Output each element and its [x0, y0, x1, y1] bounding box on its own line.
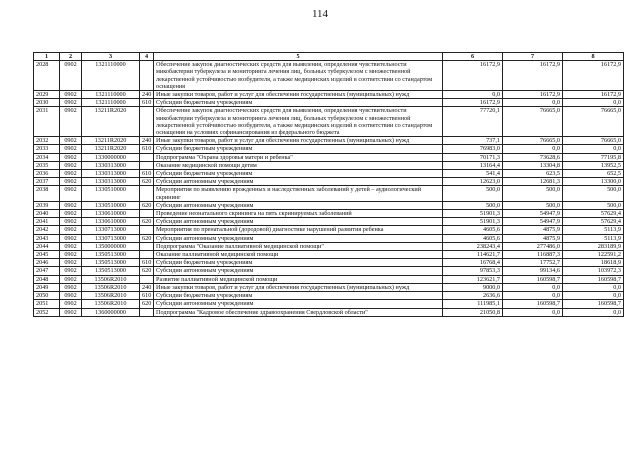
- table-body: [34, 61, 624, 317]
- table-row: [34, 186, 624, 201]
- amount-year3-cell: 500,0: [563, 201, 624, 209]
- item-name-cell: Подпрограмма "Охрана здоровья матери и ребенка": [154, 153, 443, 161]
- section-code-cell: 0902: [60, 107, 82, 137]
- column-header: 4: [140, 53, 154, 61]
- expense-type-cell: 620: [140, 300, 154, 308]
- target-article-cell: 1350000000: [82, 242, 140, 250]
- table-row: [34, 267, 624, 275]
- amount-year3-cell: 283189,9: [563, 242, 624, 250]
- table-row: [34, 178, 624, 186]
- expense-type-cell: 610: [140, 99, 154, 107]
- target-article-cell: 1321110000: [82, 61, 140, 91]
- table-row: [34, 300, 624, 308]
- target-article-cell: 1330313000: [82, 178, 140, 186]
- row-number-cell: 2035: [34, 161, 60, 169]
- amount-year2-cell: 0,0: [503, 283, 563, 291]
- expense-type-cell: 620: [140, 267, 154, 275]
- item-name-cell: Субсидии автономным учреждениям: [154, 300, 443, 308]
- column-header: 7: [503, 53, 563, 61]
- target-article-cell: 1321110000: [82, 99, 140, 107]
- item-name-cell: Развитие паллиативной медицинской помощи: [154, 275, 443, 283]
- amount-year3-cell: 5113,9: [563, 226, 624, 234]
- section-code-cell: 0902: [60, 292, 82, 300]
- amount-year2-cell: 116887,3: [503, 251, 563, 259]
- target-article-cell: 1321110000: [82, 91, 140, 99]
- target-article-cell: 1330313000: [82, 161, 140, 169]
- expense-type-cell: 240: [140, 91, 154, 99]
- expense-type-cell: 240: [140, 137, 154, 145]
- row-number-cell: 2048: [34, 275, 60, 283]
- row-number-cell: 2030: [34, 99, 60, 107]
- section-code-cell: 0902: [60, 275, 82, 283]
- target-article-cell: 1350513000: [82, 251, 140, 259]
- table-row: [34, 259, 624, 267]
- table-row: [34, 226, 624, 234]
- row-number-cell: 2050: [34, 292, 60, 300]
- amount-year1-cell: 2636,6: [443, 292, 503, 300]
- item-name-cell: Субсидии автономным учреждениям: [154, 201, 443, 209]
- table-row: [34, 99, 624, 107]
- table-row: [34, 234, 624, 242]
- table-row: [34, 275, 624, 283]
- table-row: [34, 218, 624, 226]
- section-code-cell: 0902: [60, 201, 82, 209]
- table-row: [34, 242, 624, 250]
- row-number-cell: 2051: [34, 300, 60, 308]
- target-article-cell: 1330713000: [82, 226, 140, 234]
- target-article-cell: 1330510000: [82, 186, 140, 201]
- item-name-cell: Иные закупки товаров, работ и услуг для обеспечения государственных (муниципальных) нужд: [154, 283, 443, 291]
- expense-type-cell: 620: [140, 218, 154, 226]
- item-name-cell: Подпрограмма "Кадровое обеспечение здравоохранения Свердловской области": [154, 308, 443, 316]
- expense-type-cell: 620: [140, 201, 154, 209]
- row-number-cell: 2032: [34, 137, 60, 145]
- row-number-cell: 2037: [34, 178, 60, 186]
- row-number-cell: 2041: [34, 218, 60, 226]
- target-article-cell: 1350513000: [82, 259, 140, 267]
- expense-type-cell: [140, 61, 154, 91]
- item-name-cell: Субсидии бюджетным учреждениям: [154, 292, 443, 300]
- target-article-cell: 1330510000: [82, 201, 140, 209]
- section-code-cell: 0902: [60, 234, 82, 242]
- column-header: 6: [443, 53, 503, 61]
- section-code-cell: 0902: [60, 308, 82, 316]
- amount-year3-cell: 0,0: [563, 99, 624, 107]
- section-code-cell: 0902: [60, 267, 82, 275]
- expense-type-cell: [140, 107, 154, 137]
- table-row: [34, 91, 624, 99]
- amount-year3-cell: 76665,0: [563, 137, 624, 145]
- amount-year1-cell: 123621,7: [443, 275, 503, 283]
- amount-year3-cell: 160598,7: [563, 300, 624, 308]
- amount-year1-cell: 500,0: [443, 201, 503, 209]
- budget-table: [33, 52, 624, 317]
- amount-year2-cell: 76665,0: [503, 137, 563, 145]
- item-name-cell: Иные закупки товаров, работ и услуг для обеспечения государственных (муниципальных) нужд: [154, 137, 443, 145]
- amount-year1-cell: 13164,4: [443, 161, 503, 169]
- amount-year2-cell: 500,0: [503, 201, 563, 209]
- section-code-cell: 0902: [60, 218, 82, 226]
- expense-type-cell: 610: [140, 170, 154, 178]
- target-article-cell: 1360000000: [82, 308, 140, 316]
- table-row: [34, 61, 624, 91]
- section-code-cell: 0902: [60, 251, 82, 259]
- amount-year3-cell: 13952,5: [563, 161, 624, 169]
- row-number-cell: 2033: [34, 145, 60, 153]
- amount-year1-cell: 9000,0: [443, 283, 503, 291]
- target-article-cell: 13506R2010: [82, 283, 140, 291]
- section-code-cell: 0902: [60, 145, 82, 153]
- item-name-cell: Иные закупки товаров, работ и услуг для обеспечения государственных (муниципальных) нужд: [154, 91, 443, 99]
- amount-year1-cell: 77720,1: [443, 107, 503, 137]
- amount-year1-cell: 0,0: [443, 91, 503, 99]
- target-article-cell: 1330610000: [82, 210, 140, 218]
- section-code-cell: 0902: [60, 91, 82, 99]
- amount-year2-cell: 16172,9: [503, 61, 563, 91]
- section-code-cell: 0902: [60, 242, 82, 250]
- amount-year2-cell: 0,0: [503, 145, 563, 153]
- row-number-cell: 2034: [34, 153, 60, 161]
- amount-year3-cell: 57629,4: [563, 210, 624, 218]
- amount-year1-cell: 70171,3: [443, 153, 503, 161]
- row-number-cell: 2038: [34, 186, 60, 201]
- amount-year3-cell: 103972,3: [563, 267, 624, 275]
- row-number-cell: 2028: [34, 61, 60, 91]
- amount-year2-cell: 623,5: [503, 170, 563, 178]
- row-number-cell: 2031: [34, 107, 60, 137]
- amount-year1-cell: 541,4: [443, 170, 503, 178]
- column-header: 2: [60, 53, 82, 61]
- item-name-cell: Проведение неонатального скрининга на пять скринируемых заболеваний: [154, 210, 443, 218]
- item-name-cell: Обеспечение закупок диагностических средств для выявления, определения чувствительности микобактерии туберкулеза и мониторинга лечения лиц, больных туберкулезом с множественной лекарственной устойчивостью возбудителя, а также медицинских изделий в соответствии со стандартом оснащения на условиях софинансирования из федерального бюджета: [154, 107, 443, 137]
- amount-year2-cell: 99134,6: [503, 267, 563, 275]
- section-code-cell: 0902: [60, 259, 82, 267]
- amount-year3-cell: 0,0: [563, 283, 624, 291]
- item-name-cell: Субсидии бюджетным учреждениям: [154, 259, 443, 267]
- amount-year3-cell: 16172,9: [563, 91, 624, 99]
- amount-year1-cell: 97853,3: [443, 267, 503, 275]
- row-number-cell: 2052: [34, 308, 60, 316]
- expense-type-cell: [140, 153, 154, 161]
- amount-year1-cell: 4605,6: [443, 234, 503, 242]
- amount-year3-cell: 13300,0: [563, 178, 624, 186]
- amount-year2-cell: 76665,0: [503, 107, 563, 137]
- amount-year2-cell: 13304,8: [503, 161, 563, 169]
- amount-year3-cell: 18618,9: [563, 259, 624, 267]
- section-code-cell: 0902: [60, 283, 82, 291]
- section-code-cell: 0902: [60, 137, 82, 145]
- table-row: [34, 251, 624, 259]
- amount-year2-cell: 4875,9: [503, 234, 563, 242]
- section-code-cell: 0902: [60, 178, 82, 186]
- target-article-cell: 13211R2020: [82, 107, 140, 137]
- section-code-cell: 0902: [60, 226, 82, 234]
- expense-type-cell: [140, 242, 154, 250]
- expense-type-cell: [140, 226, 154, 234]
- amount-year1-cell: 21050,8: [443, 308, 503, 316]
- section-code-cell: 0902: [60, 186, 82, 201]
- section-code-cell: 0902: [60, 153, 82, 161]
- expense-type-cell: 620: [140, 234, 154, 242]
- item-name-cell: Обеспечение закупок диагностических средств для выявления, определения чувствительности микобактерии туберкулеза и мониторинга лечения лиц, больных туберкулезом с множественной лекарственной устойчивостью возбудителя, а также медицинских изделий в соответствии со стандартом оснащения: [154, 61, 443, 91]
- item-name-cell: Субсидии бюджетным учреждениям: [154, 99, 443, 107]
- page-number: 114: [311, 8, 329, 20]
- row-number-cell: 2046: [34, 259, 60, 267]
- amount-year2-cell: 73628,6: [503, 153, 563, 161]
- table-row: [34, 137, 624, 145]
- row-number-cell: 2042: [34, 226, 60, 234]
- row-number-cell: 2043: [34, 234, 60, 242]
- table-row: [34, 161, 624, 169]
- amount-year2-cell: 17752,7: [503, 259, 563, 267]
- amount-year1-cell: 737,1: [443, 137, 503, 145]
- table-row: [34, 283, 624, 291]
- table-row: [34, 308, 624, 316]
- amount-year1-cell: 4605,6: [443, 226, 503, 234]
- row-number-cell: 2036: [34, 170, 60, 178]
- amount-year3-cell: 77195,8: [563, 153, 624, 161]
- amount-year3-cell: 0,0: [563, 145, 624, 153]
- amount-year1-cell: 238243,4: [443, 242, 503, 250]
- column-header: 8: [563, 53, 624, 61]
- expense-type-cell: 240: [140, 283, 154, 291]
- row-number-cell: 2039: [34, 201, 60, 209]
- expense-type-cell: [140, 275, 154, 283]
- item-name-cell: Субсидии бюджетным учреждениям: [154, 170, 443, 178]
- amount-year1-cell: 16768,4: [443, 259, 503, 267]
- amount-year2-cell: 16172,9: [503, 91, 563, 99]
- row-number-cell: 2047: [34, 267, 60, 275]
- row-number-cell: 2045: [34, 251, 60, 259]
- amount-year2-cell: 0,0: [503, 99, 563, 107]
- target-article-cell: 13211R2020: [82, 137, 140, 145]
- item-name-cell: Оказание медицинской помощи детям: [154, 161, 443, 169]
- target-article-cell: 1350513000: [82, 267, 140, 275]
- section-code-cell: 0902: [60, 170, 82, 178]
- expense-type-cell: 610: [140, 145, 154, 153]
- amount-year2-cell: 12681,3: [503, 178, 563, 186]
- table-row: [34, 201, 624, 209]
- amount-year1-cell: 51901,3: [443, 210, 503, 218]
- table-row: [34, 210, 624, 218]
- amount-year2-cell: 54947,9: [503, 210, 563, 218]
- column-header: 3: [82, 53, 140, 61]
- column-header: 5: [154, 53, 443, 61]
- amount-year2-cell: 160598,7: [503, 300, 563, 308]
- amount-year2-cell: 0,0: [503, 308, 563, 316]
- target-article-cell: 1330000000: [82, 153, 140, 161]
- amount-year2-cell: 160598,7: [503, 275, 563, 283]
- target-article-cell: 1330313000: [82, 170, 140, 178]
- amount-year3-cell: 160598,7: [563, 275, 624, 283]
- expense-type-cell: [140, 210, 154, 218]
- amount-year1-cell: 500,0: [443, 186, 503, 201]
- table-row: [34, 145, 624, 153]
- row-number-cell: 2040: [34, 210, 60, 218]
- amount-year1-cell: 16172,9: [443, 99, 503, 107]
- column-header: 1: [34, 53, 60, 61]
- amount-year2-cell: 4875,9: [503, 226, 563, 234]
- amount-year1-cell: 76983,0: [443, 145, 503, 153]
- amount-year2-cell: 0,0: [503, 292, 563, 300]
- table-row: [34, 153, 624, 161]
- expense-type-cell: 610: [140, 259, 154, 267]
- item-name-cell: Мероприятия по пренатальной (дородовой) диагностике нарушений развития ребенка: [154, 226, 443, 234]
- amount-year1-cell: 51901,3: [443, 218, 503, 226]
- target-article-cell: 13506R2010: [82, 275, 140, 283]
- amount-year1-cell: 114621,7: [443, 251, 503, 259]
- amount-year3-cell: 652,5: [563, 170, 624, 178]
- row-number-cell: 2044: [34, 242, 60, 250]
- amount-year3-cell: 76665,0: [563, 107, 624, 137]
- table-row: [34, 107, 624, 137]
- item-name-cell: Субсидии автономным учреждениям: [154, 178, 443, 186]
- amount-year2-cell: 277486,0: [503, 242, 563, 250]
- item-name-cell: Оказание паллиативной медицинской помощи: [154, 251, 443, 259]
- item-name-cell: Субсидии автономным учреждениям: [154, 218, 443, 226]
- amount-year3-cell: 122591,2: [563, 251, 624, 259]
- target-article-cell: 1330713000: [82, 234, 140, 242]
- amount-year1-cell: 16172,9: [443, 61, 503, 91]
- amount-year3-cell: 0,0: [563, 292, 624, 300]
- table-row: [34, 292, 624, 300]
- expense-type-cell: 620: [140, 178, 154, 186]
- expense-type-cell: [140, 308, 154, 316]
- section-code-cell: 0902: [60, 161, 82, 169]
- row-number-cell: 2049: [34, 283, 60, 291]
- table-header-row: [34, 53, 624, 61]
- target-article-cell: 1330610000: [82, 218, 140, 226]
- amount-year2-cell: 500,0: [503, 186, 563, 201]
- target-article-cell: 13211R2020: [82, 145, 140, 153]
- section-code-cell: 0902: [60, 210, 82, 218]
- row-number-cell: 2029: [34, 91, 60, 99]
- amount-year3-cell: 57629,4: [563, 218, 624, 226]
- target-article-cell: 13506R2010: [82, 292, 140, 300]
- section-code-cell: 0902: [60, 300, 82, 308]
- item-name-cell: Подпрограмма "Оказание паллиативной медицинской помощи": [154, 242, 443, 250]
- amount-year3-cell: 16172,9: [563, 61, 624, 91]
- item-name-cell: Субсидии автономным учреждениям: [154, 234, 443, 242]
- target-article-cell: 13506R2010: [82, 300, 140, 308]
- expense-type-cell: 610: [140, 292, 154, 300]
- section-code-cell: 0902: [60, 61, 82, 91]
- section-code-cell: 0902: [60, 99, 82, 107]
- amount-year3-cell: 5113,9: [563, 234, 624, 242]
- amount-year2-cell: 54947,9: [503, 218, 563, 226]
- item-name-cell: Субсидии автономным учреждениям: [154, 267, 443, 275]
- item-name-cell: Мероприятия по выявлению врожденных и наследственных заболеваний у детей – аудиологический скрининг: [154, 186, 443, 201]
- item-name-cell: Субсидии бюджетным учреждениям: [154, 145, 443, 153]
- expense-type-cell: [140, 186, 154, 201]
- amount-year3-cell: 0,0: [563, 308, 624, 316]
- expense-type-cell: [140, 161, 154, 169]
- amount-year3-cell: 500,0: [563, 186, 624, 201]
- amount-year1-cell: 12623,0: [443, 178, 503, 186]
- expense-type-cell: [140, 251, 154, 259]
- table-row: [34, 170, 624, 178]
- amount-year1-cell: 111985,1: [443, 300, 503, 308]
